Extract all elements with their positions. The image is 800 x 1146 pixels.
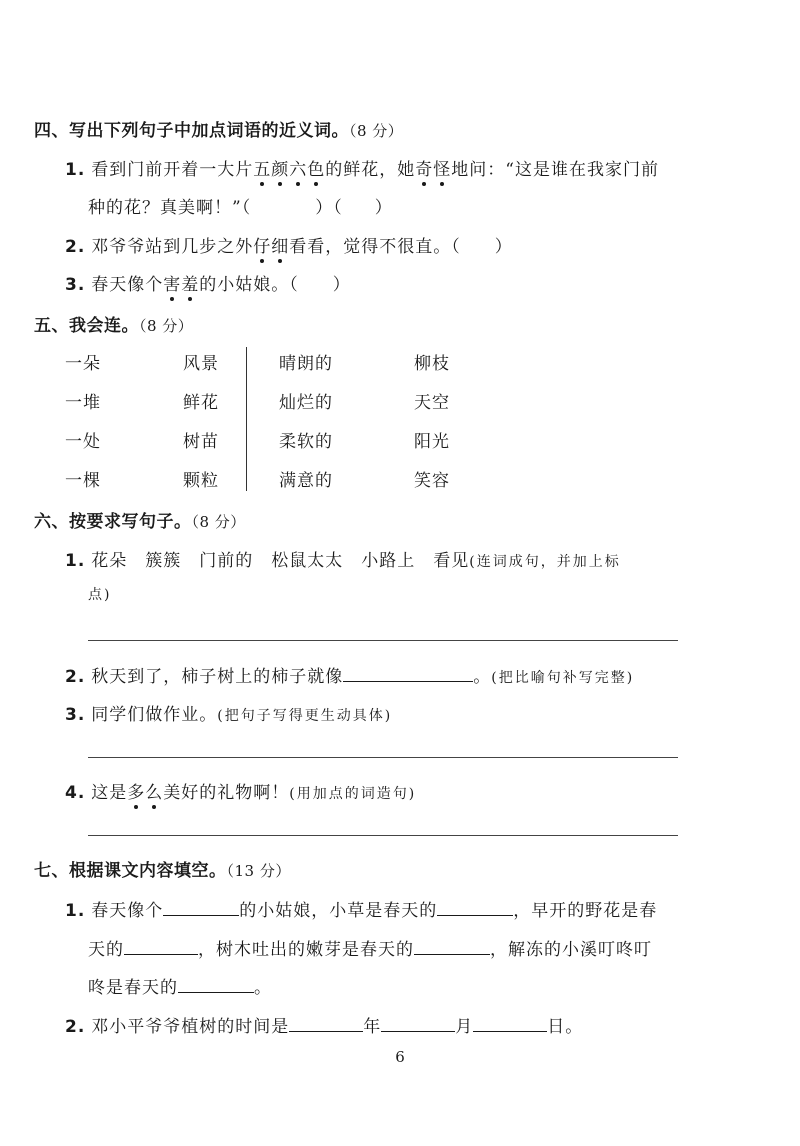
match-item[interactable]: 晴朗的 [279, 354, 333, 374]
section5-heading: 五、我会连。（8 分） [34, 316, 194, 336]
answer-line[interactable] [88, 640, 678, 641]
dotted-char: 奇 [415, 160, 434, 180]
dotted-char: 细 [271, 237, 290, 257]
match-item[interactable]: 一朵 [65, 354, 101, 374]
dotted-char: 羞 [181, 275, 200, 295]
match-item[interactable]: 柳枝 [414, 354, 450, 374]
dotted-char: 仔 [253, 237, 272, 257]
match-column-3 [279, 349, 333, 505]
section6-item4: 4. 这是多么美好的礼物啊！(用加点的词造句) [65, 783, 417, 803]
answer-line[interactable] [88, 757, 678, 758]
column-divider [246, 347, 247, 491]
section6-heading: 六、按要求写句子。（8 分） [34, 512, 246, 532]
section7-item1-cont1: 天的 ，树木吐出的嫩芽是春天的 ，解冻的小溪叮咚叮 [88, 940, 652, 960]
section4-item3: 3. 春天像个害羞的小姑娘。（ ） [65, 275, 351, 295]
section4-heading: 四、写出下列句子中加点词语的近义词。（8 分） [34, 121, 404, 141]
dotted-word [253, 160, 325, 180]
section7-heading: 七、根据课文内容填空。（13 分） [34, 861, 291, 881]
match-item[interactable]: 天空 [414, 393, 450, 413]
section6-item2: 2. 秋天到了，柿子树上的柿子就像 。(把比喻句补写完整) [65, 667, 635, 687]
match-item[interactable]: 树苗 [183, 432, 219, 452]
section4-item1: 1. 看到门前开着一大片五颜六色的鲜花，她奇怪地问：“这是谁在我家门前 [65, 160, 659, 180]
section7-item2: 2. 邓小平爷爷植树的时间是 年 月 日。 [65, 1017, 584, 1037]
match-column-1 [65, 349, 101, 505]
fill-blank[interactable] [124, 938, 198, 955]
page-number: 6 [395, 1048, 405, 1066]
match-column-4 [414, 349, 450, 505]
fill-blank[interactable] [343, 665, 473, 682]
dotted-char: 么 [145, 783, 164, 803]
section7-item1: 1. 春天像个 的小姑娘，小草是春天的 ，早开的野花是春 [65, 901, 658, 921]
dotted-char: 六 [289, 160, 308, 180]
dotted-word [127, 783, 163, 803]
dotted-word [415, 160, 451, 180]
match-item[interactable]: 一处 [65, 432, 101, 452]
match-item[interactable]: 柔软的 [279, 432, 333, 452]
fill-blank[interactable] [178, 976, 254, 993]
fill-blank[interactable] [289, 1015, 363, 1032]
dotted-word [163, 275, 199, 295]
dotted-char: 颜 [271, 160, 290, 180]
match-item[interactable]: 鲜花 [183, 393, 219, 413]
match-item[interactable]: 一棵 [65, 471, 101, 491]
match-item[interactable]: 一堆 [65, 393, 101, 413]
dotted-char: 色 [307, 160, 326, 180]
fill-blank[interactable] [437, 899, 513, 916]
fill-blank[interactable] [473, 1015, 547, 1032]
section6-item1-cont: 点) [88, 587, 112, 603]
match-column-2 [183, 349, 219, 505]
match-item[interactable]: 灿烂的 [279, 393, 333, 413]
match-item[interactable]: 风景 [183, 354, 219, 374]
match-item[interactable]: 笑容 [414, 471, 450, 491]
dotted-word [253, 237, 289, 257]
section4-item1-cont: 种的花？真美啊！”（ ）（ ） [88, 198, 393, 218]
dotted-char: 怪 [433, 160, 452, 180]
fill-blank[interactable] [414, 938, 490, 955]
section6-item3: 3. 同学们做作业。(把句子写得更生动具体) [65, 705, 393, 725]
answer-line[interactable] [88, 835, 678, 836]
fill-blank[interactable] [381, 1015, 455, 1032]
match-item[interactable]: 颗粒 [183, 471, 219, 491]
dotted-char: 五 [253, 160, 272, 180]
section6-item1: 1. 花朵 簇簇 门前的 松鼠太太 小路上 看见(连词成句，并加上标 [65, 551, 621, 571]
dotted-char: 害 [163, 275, 182, 295]
fill-blank[interactable] [163, 899, 239, 916]
match-item[interactable]: 满意的 [279, 471, 333, 491]
section7-item1-cont2: 咚是春天的 。 [88, 978, 272, 998]
match-item[interactable]: 阳光 [414, 432, 450, 452]
dotted-char: 多 [127, 783, 146, 803]
section4-item2: 2. 邓爷爷站到几步之外仔细看看，觉得不很直。（ ） [65, 237, 513, 257]
